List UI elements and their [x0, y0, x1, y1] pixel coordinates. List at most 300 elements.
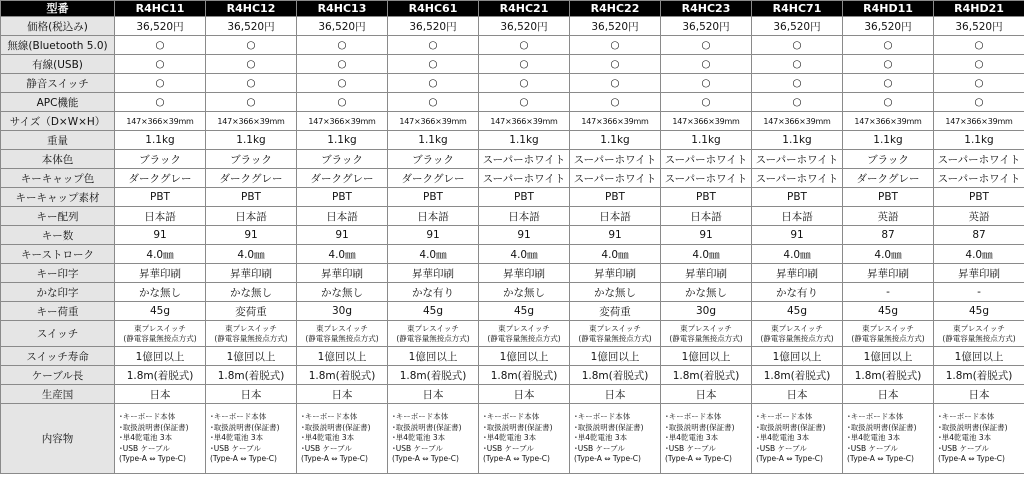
row-label: 無線(Bluetooth 5.0) — [1, 36, 115, 55]
contents-line: ･キーボード本体 — [756, 412, 813, 422]
switch-line: 東プレスイッチ — [134, 323, 186, 333]
spec-cell: 日本 — [479, 385, 570, 404]
spec-cell: 日本 — [570, 385, 661, 404]
contents-line: ･USB ケーブル — [756, 443, 807, 453]
row-keycap-material — [1, 188, 1024, 207]
spec-cell: 147×366×39mm — [388, 112, 479, 131]
contents-line: (Type-A ⇔ Type-C) — [756, 454, 823, 464]
contents-line: (Type-A ⇔ Type-C) — [119, 454, 186, 464]
spec-cell: ○ — [934, 55, 1024, 74]
spec-cell: 4.0㎜ — [843, 245, 934, 264]
spec-cell: 英語 — [843, 207, 934, 226]
contents-line: ･キーボード本体 — [301, 412, 358, 422]
contents-line: (Type-A ⇔ Type-C) — [210, 454, 277, 464]
spec-cell: PBT — [570, 188, 661, 207]
row-kana — [1, 283, 1024, 302]
spec-cell: ○ — [479, 55, 570, 74]
spec-cell: ダークグレー — [206, 169, 297, 188]
spec-cell: スーパーホワイト — [934, 150, 1024, 169]
spec-cell: ○ — [115, 93, 206, 112]
contents-cell — [570, 404, 661, 474]
contents-line: ･USB ケーブル — [301, 443, 352, 453]
spec-cell: 日本語 — [752, 207, 843, 226]
switch-line: 東プレスイッチ — [862, 323, 914, 333]
spec-cell: 日本 — [206, 385, 297, 404]
spec-cell: 1.8m(着脱式) — [752, 366, 843, 385]
spec-cell: かな無し — [661, 283, 752, 302]
spec-cell: 変荷重 — [570, 302, 661, 321]
spec-cell: 4.0㎜ — [661, 245, 752, 264]
model-header: R4HC11 — [115, 1, 206, 17]
row-label: サイズ（D×W×H） — [1, 112, 115, 131]
model-header: R4HC23 — [661, 1, 752, 17]
spec-cell: 4.0㎜ — [115, 245, 206, 264]
row-label: キーストローク — [1, 245, 115, 264]
switch-line: (静電容量無接点方式) — [851, 333, 925, 343]
spec-cell: 1.8m(着脱式) — [843, 366, 934, 385]
spec-cell: かな有り — [752, 283, 843, 302]
contents-line: ･取扱説明書(保証書) — [483, 422, 553, 432]
spec-cell: PBT — [206, 188, 297, 207]
contents-cell — [206, 404, 297, 474]
spec-cell: 1億回以上 — [297, 347, 388, 366]
spec-cell: ○ — [479, 36, 570, 55]
spec-cell: 1億回以上 — [661, 347, 752, 366]
spec-cell: ○ — [934, 36, 1024, 55]
spec-cell — [297, 321, 388, 347]
switch-line: (静電容量無接点方式) — [123, 333, 197, 343]
row-label: 重量 — [1, 131, 115, 150]
spec-cell: ダークグレー — [115, 169, 206, 188]
spec-cell: 36,520円 — [388, 17, 479, 36]
contents-line: ･キーボード本体 — [119, 412, 176, 422]
spec-cell: ○ — [843, 36, 934, 55]
spec-cell: ○ — [388, 74, 479, 93]
row-key-count — [1, 226, 1024, 245]
spec-cell: 30g — [297, 302, 388, 321]
contents-line: ･USB ケーブル — [665, 443, 716, 453]
spec-cell: 45g — [934, 302, 1024, 321]
spec-cell: 日本語 — [206, 207, 297, 226]
header-row — [1, 1, 1024, 17]
spec-cell: ダークグレー — [388, 169, 479, 188]
contents-cell — [115, 404, 206, 474]
spec-cell: 昇華印刷 — [934, 264, 1024, 283]
spec-cell: ○ — [206, 74, 297, 93]
spec-cell — [752, 321, 843, 347]
spec-cell: ○ — [388, 36, 479, 55]
spec-cell: 英語 — [934, 207, 1024, 226]
spec-cell: 1.1kg — [934, 131, 1024, 150]
contents-cell — [752, 404, 843, 474]
spec-cell: ○ — [479, 74, 570, 93]
spec-cell: 昇華印刷 — [661, 264, 752, 283]
spec-cell: ○ — [752, 55, 843, 74]
spec-cell — [934, 321, 1024, 347]
spec-cell: 1.8m(着脱式) — [479, 366, 570, 385]
spec-cell: スーパーホワイト — [661, 150, 752, 169]
contents-line: ･USB ケーブル — [574, 443, 625, 453]
spec-cell: 日本 — [297, 385, 388, 404]
contents-line: ･USB ケーブル — [847, 443, 898, 453]
contents-cell — [843, 404, 934, 474]
spec-cell: ○ — [661, 74, 752, 93]
spec-cell: 1.1kg — [388, 131, 479, 150]
row-label: キー配列 — [1, 207, 115, 226]
contents-line: ･単4乾電池 3本 — [301, 433, 355, 443]
spec-cell: 45g — [388, 302, 479, 321]
row-label: APC機能 — [1, 93, 115, 112]
contents-line: ･取扱説明書(保証書) — [301, 422, 371, 432]
spec-cell: 1.8m(着脱式) — [206, 366, 297, 385]
switch-line: (静電容量無接点方式) — [669, 333, 743, 343]
spec-cell: ○ — [570, 36, 661, 55]
spec-cell — [206, 321, 297, 347]
row-body-color — [1, 150, 1024, 169]
spec-cell: 1.1kg — [115, 131, 206, 150]
spec-cell: 36,520円 — [934, 17, 1024, 36]
spec-cell: スーパーホワイト — [479, 150, 570, 169]
row-switch — [1, 321, 1024, 347]
contents-line: ･単4乾電池 3本 — [483, 433, 537, 443]
header-label: 型番 — [1, 1, 115, 17]
contents-cell — [297, 404, 388, 474]
switch-line: (静電容量無接点方式) — [305, 333, 379, 343]
spec-cell: 91 — [206, 226, 297, 245]
spec-cell: 日本語 — [388, 207, 479, 226]
spec-cell: 昇華印刷 — [752, 264, 843, 283]
spec-cell: 日本 — [661, 385, 752, 404]
spec-cell: 36,520円 — [661, 17, 752, 36]
switch-line: 東プレスイッチ — [225, 323, 277, 333]
contents-line: (Type-A ⇔ Type-C) — [392, 454, 459, 464]
spec-cell: 1.8m(着脱式) — [661, 366, 752, 385]
spec-cell — [479, 321, 570, 347]
spec-cell: ○ — [388, 55, 479, 74]
switch-line: 東プレスイッチ — [680, 323, 732, 333]
contents-line: ･単4乾電池 3本 — [574, 433, 628, 443]
row-label: スイッチ — [1, 321, 115, 347]
spec-cell: ○ — [752, 74, 843, 93]
row-label: キーキャップ素材 — [1, 188, 115, 207]
spec-cell: 4.0㎜ — [570, 245, 661, 264]
spec-cell: ブラック — [206, 150, 297, 169]
spec-cell: 1.1kg — [297, 131, 388, 150]
spec-cell: 1.8m(着脱式) — [388, 366, 479, 385]
row-wired — [1, 55, 1024, 74]
spec-cell: 147×366×39mm — [661, 112, 752, 131]
spec-cell: - — [934, 283, 1024, 302]
spec-cell: 日本 — [388, 385, 479, 404]
row-weight — [1, 131, 1024, 150]
spec-cell: かな無し — [479, 283, 570, 302]
model-header: R4HC71 — [752, 1, 843, 17]
contents-line: ･取扱説明書(保証書) — [756, 422, 826, 432]
switch-line: 東プレスイッチ — [407, 323, 459, 333]
switch-line: (静電容量無接点方式) — [214, 333, 288, 343]
spec-cell: 日本 — [934, 385, 1024, 404]
spec-cell: 4.0㎜ — [297, 245, 388, 264]
spec-cell: 1億回以上 — [206, 347, 297, 366]
spec-cell: ○ — [479, 93, 570, 112]
spec-cell: かな無し — [570, 283, 661, 302]
spec-cell: 36,520円 — [843, 17, 934, 36]
spec-cell: スーパーホワイト — [479, 169, 570, 188]
contents-line: ･単4乾電池 3本 — [210, 433, 264, 443]
spec-cell: 147×366×39mm — [934, 112, 1024, 131]
contents-line: ･キーボード本体 — [574, 412, 631, 422]
row-label: ケーブル長 — [1, 366, 115, 385]
spec-cell: 36,520円 — [206, 17, 297, 36]
spec-cell: 日本語 — [661, 207, 752, 226]
spec-cell: - — [843, 283, 934, 302]
contents-line: ･キーボード本体 — [483, 412, 540, 422]
spec-cell: 昇華印刷 — [570, 264, 661, 283]
switch-line: (静電容量無接点方式) — [578, 333, 652, 343]
model-header: R4HC22 — [570, 1, 661, 17]
row-label: 生産国 — [1, 385, 115, 404]
spec-cell: 4.0㎜ — [388, 245, 479, 264]
spec-cell: 1億回以上 — [934, 347, 1024, 366]
contents-cell — [661, 404, 752, 474]
switch-line: 東プレスイッチ — [771, 323, 823, 333]
spec-cell: ○ — [570, 93, 661, 112]
row-label: スイッチ寿命 — [1, 347, 115, 366]
row-layout — [1, 207, 1024, 226]
spec-cell: PBT — [934, 188, 1024, 207]
contents-line: ･単4乾電池 3本 — [938, 433, 992, 443]
row-size — [1, 112, 1024, 131]
spec-cell: 91 — [570, 226, 661, 245]
switch-line: 東プレスイッチ — [316, 323, 368, 333]
row-label: 有線(USB) — [1, 55, 115, 74]
spec-cell: ○ — [388, 93, 479, 112]
spec-cell: 日本 — [752, 385, 843, 404]
contents-line: ･USB ケーブル — [392, 443, 443, 453]
contents-line: ･取扱説明書(保証書) — [938, 422, 1008, 432]
spec-cell: 147×366×39mm — [115, 112, 206, 131]
spec-cell: 147×366×39mm — [297, 112, 388, 131]
spec-cell: 87 — [843, 226, 934, 245]
spec-cell: スーパーホワイト — [570, 169, 661, 188]
spec-cell: スーパーホワイト — [934, 169, 1024, 188]
spec-cell: 昇華印刷 — [843, 264, 934, 283]
spec-cell: かな有り — [388, 283, 479, 302]
spec-cell — [388, 321, 479, 347]
spec-cell: 147×366×39mm — [843, 112, 934, 131]
spec-cell: 36,520円 — [479, 17, 570, 36]
spec-cell: 日本語 — [479, 207, 570, 226]
spec-cell: 4.0㎜ — [934, 245, 1024, 264]
spec-cell: ○ — [206, 55, 297, 74]
spec-cell: 1.1kg — [752, 131, 843, 150]
row-label: キー荷重 — [1, 302, 115, 321]
row-printing — [1, 264, 1024, 283]
row-stroke — [1, 245, 1024, 264]
contents-line: ･キーボード本体 — [847, 412, 904, 422]
contents-line: ･取扱説明書(保証書) — [665, 422, 735, 432]
contents-line: ･USB ケーブル — [119, 443, 170, 453]
contents-line: (Type-A ⇔ Type-C) — [847, 454, 914, 464]
spec-cell: 1.8m(着脱式) — [297, 366, 388, 385]
spec-cell: 1億回以上 — [843, 347, 934, 366]
spec-cell: ○ — [661, 36, 752, 55]
spec-cell: 1億回以上 — [752, 347, 843, 366]
spec-cell: かな無し — [297, 283, 388, 302]
row-label: キーキャップ色 — [1, 169, 115, 188]
contents-line: ･取扱説明書(保証書) — [847, 422, 917, 432]
contents-cell — [934, 404, 1024, 474]
switch-line: (静電容量無接点方式) — [760, 333, 834, 343]
spec-cell: スーパーホワイト — [661, 169, 752, 188]
spec-cell: 1.1kg — [206, 131, 297, 150]
switch-line: 東プレスイッチ — [589, 323, 641, 333]
spec-cell: 4.0㎜ — [206, 245, 297, 264]
model-header: R4HD21 — [934, 1, 1024, 17]
spec-cell: 87 — [934, 226, 1024, 245]
model-header: R4HC61 — [388, 1, 479, 17]
spec-cell: PBT — [297, 188, 388, 207]
spec-cell: 36,520円 — [570, 17, 661, 36]
spec-cell: 45g — [843, 302, 934, 321]
spec-cell: 147×366×39mm — [570, 112, 661, 131]
model-header: R4HC12 — [206, 1, 297, 17]
contents-line: ･USB ケーブル — [938, 443, 989, 453]
spec-cell: かな無し — [206, 283, 297, 302]
spec-cell: 1億回以上 — [570, 347, 661, 366]
spec-cell: ○ — [843, 74, 934, 93]
row-price — [1, 17, 1024, 36]
spec-cell: PBT — [843, 188, 934, 207]
spec-cell: 4.0㎜ — [752, 245, 843, 264]
contents-line: ･USB ケーブル — [210, 443, 261, 453]
spec-cell: 昇華印刷 — [297, 264, 388, 283]
row-label: かな印字 — [1, 283, 115, 302]
spec-cell: ダークグレー — [297, 169, 388, 188]
contents-line: ･単4乾電池 3本 — [847, 433, 901, 443]
spec-cell: 1.8m(着脱式) — [570, 366, 661, 385]
spec-cell: ○ — [843, 55, 934, 74]
spec-cell: 昇華印刷 — [388, 264, 479, 283]
row-wireless — [1, 36, 1024, 55]
contents-line: (Type-A ⇔ Type-C) — [483, 454, 550, 464]
spec-cell: ○ — [297, 74, 388, 93]
spec-cell: 1.8m(着脱式) — [934, 366, 1024, 385]
row-label: 内容物 — [1, 404, 115, 474]
contents-line: (Type-A ⇔ Type-C) — [301, 454, 368, 464]
contents-line: ･取扱説明書(保証書) — [392, 422, 462, 432]
spec-cell: PBT — [661, 188, 752, 207]
row-label: キー数 — [1, 226, 115, 245]
spec-cell: ブラック — [843, 150, 934, 169]
spec-cell: 1.1kg — [843, 131, 934, 150]
spec-cell: 91 — [661, 226, 752, 245]
spec-cell: ○ — [297, 36, 388, 55]
spec-cell: ダークグレー — [843, 169, 934, 188]
contents-line: ･取扱説明書(保証書) — [119, 422, 189, 432]
contents-line: (Type-A ⇔ Type-C) — [574, 454, 641, 464]
spec-cell: 日本 — [115, 385, 206, 404]
row-label: 価格(税込み) — [1, 17, 115, 36]
spec-cell: 1.1kg — [661, 131, 752, 150]
contents-line: ･取扱説明書(保証書) — [574, 422, 644, 432]
row-origin — [1, 385, 1024, 404]
contents-line: ･キーボード本体 — [938, 412, 995, 422]
spec-cell: 1.1kg — [570, 131, 661, 150]
switch-line: (静電容量無接点方式) — [487, 333, 561, 343]
contents-line: ･キーボード本体 — [210, 412, 267, 422]
spec-cell: 日本語 — [570, 207, 661, 226]
spec-cell: PBT — [752, 188, 843, 207]
row-silent — [1, 74, 1024, 93]
spec-cell: 36,520円 — [752, 17, 843, 36]
contents-cell — [388, 404, 479, 474]
spec-cell: ○ — [661, 55, 752, 74]
spec-cell: スーパーホワイト — [752, 150, 843, 169]
spec-cell: 91 — [388, 226, 479, 245]
contents-line: ･単4乾電池 3本 — [392, 433, 446, 443]
contents-line: ･キーボード本体 — [665, 412, 722, 422]
spec-cell: 91 — [297, 226, 388, 245]
spec-cell: PBT — [388, 188, 479, 207]
row-switch-life — [1, 347, 1024, 366]
spec-cell — [570, 321, 661, 347]
spec-cell: ○ — [297, 55, 388, 74]
switch-line: (静電容量無接点方式) — [396, 333, 470, 343]
spec-cell: ○ — [206, 36, 297, 55]
spec-cell: 45g — [115, 302, 206, 321]
contents-line: ･取扱説明書(保証書) — [210, 422, 280, 432]
row-cable — [1, 366, 1024, 385]
contents-line: ･USB ケーブル — [483, 443, 534, 453]
row-label: 本体色 — [1, 150, 115, 169]
row-contents — [1, 404, 1024, 474]
spec-cell — [661, 321, 752, 347]
spec-cell: PBT — [479, 188, 570, 207]
spec-cell: 36,520円 — [115, 17, 206, 36]
spec-cell: 日本 — [843, 385, 934, 404]
model-header: R4HD11 — [843, 1, 934, 17]
spec-cell: ○ — [115, 36, 206, 55]
spec-cell: 91 — [479, 226, 570, 245]
spec-cell: 1.1kg — [479, 131, 570, 150]
model-header: R4HC13 — [297, 1, 388, 17]
spec-cell: 1.8m(着脱式) — [115, 366, 206, 385]
contents-line: (Type-A ⇔ Type-C) — [665, 454, 732, 464]
spec-cell: 91 — [115, 226, 206, 245]
spec-cell: 日本語 — [297, 207, 388, 226]
spec-cell: 36,520円 — [297, 17, 388, 36]
spec-cell: ○ — [934, 93, 1024, 112]
spec-cell: かな無し — [115, 283, 206, 302]
spec-cell: 147×366×39mm — [479, 112, 570, 131]
row-label: キー印字 — [1, 264, 115, 283]
spec-cell: 変荷重 — [206, 302, 297, 321]
spec-cell: スーパーホワイト — [752, 169, 843, 188]
row-key-load — [1, 302, 1024, 321]
spec-cell — [115, 321, 206, 347]
spec-cell: 昇華印刷 — [206, 264, 297, 283]
spec-cell: 91 — [752, 226, 843, 245]
spec-cell: PBT — [115, 188, 206, 207]
switch-line: 東プレスイッチ — [498, 323, 550, 333]
spec-cell: 45g — [479, 302, 570, 321]
spec-cell: 45g — [752, 302, 843, 321]
spec-cell: ○ — [843, 93, 934, 112]
spec-cell: スーパーホワイト — [570, 150, 661, 169]
spec-cell: ○ — [570, 74, 661, 93]
switch-line: (静電容量無接点方式) — [942, 333, 1016, 343]
